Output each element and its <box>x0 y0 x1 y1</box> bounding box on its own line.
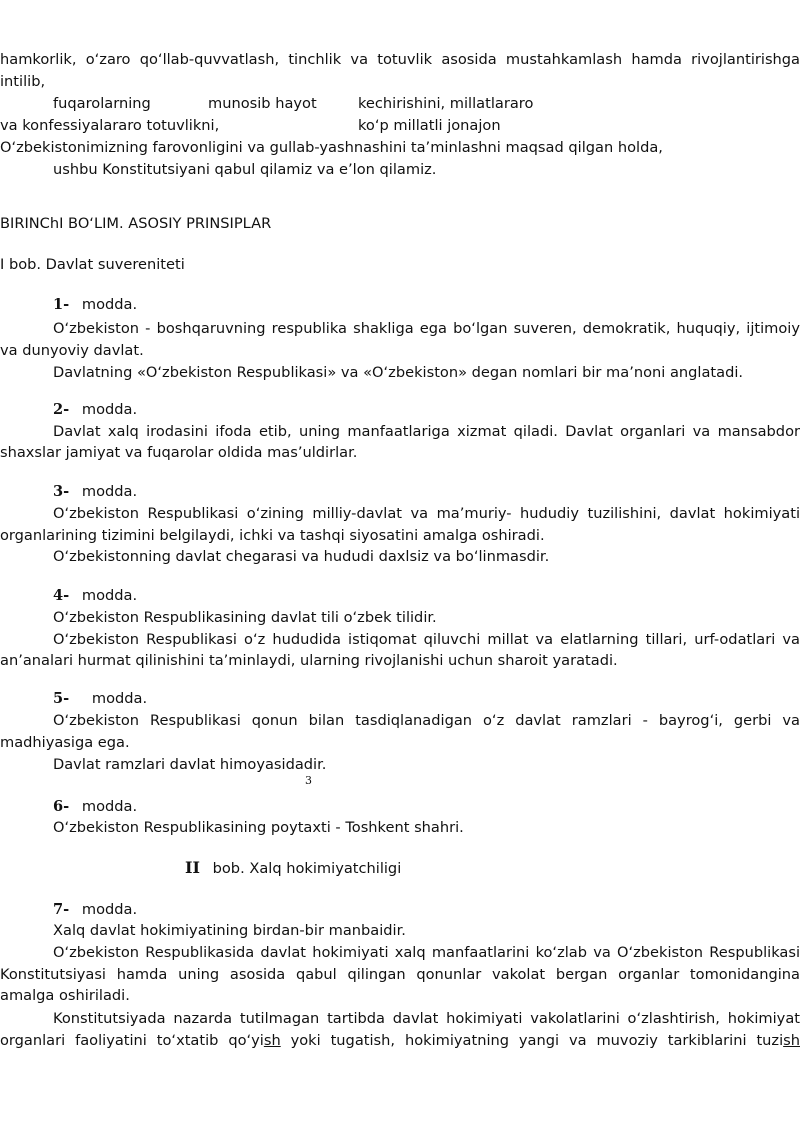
text-segment: organlari faoliyatini to‘xtatib qo‘yi <box>0 1032 264 1049</box>
paragraph-line: hamkorlik, o‘zaro qo‘llab-quvvatlash, tinchlik va totuvlik asosida mustahkamlash hamda rivojlantirishga <box>0 51 800 68</box>
text-segment: va konfessiyalararo totuvlikni, <box>0 117 220 134</box>
article-heading <box>53 798 800 816</box>
article-number: 7- <box>53 901 70 918</box>
paragraph-line: O‘zbekiston Respublikasida davlat hokimiyati xalq manfaatlarini ko‘zlab va O‘zbekiston Respublikasi <box>53 944 800 961</box>
article-number: 5- <box>53 690 70 707</box>
paragraph-line: O‘zbekiston Respublikasining poytaxti - Toshkent shahri. <box>53 819 464 836</box>
paragraph-line: O‘zbekistonimizning farovonligini va gullab-yashnashini ta’minlashni maqsad qilgan holda, <box>0 139 663 156</box>
article-word: modda. <box>81 901 138 918</box>
page-number: 3 <box>305 774 312 787</box>
article-word: modda. <box>91 690 148 707</box>
paragraph-line: va dunyoviy davlat. <box>0 342 144 359</box>
paragraph-line: amalga oshiriladi. <box>0 987 130 1004</box>
part-title: BIRINChI BO‘LIM. ASOSIY PRINSIPLAR <box>0 215 272 232</box>
article-number: 4- <box>53 587 70 604</box>
paragraph-line: Xalq davlat hokimiyatining birdan-bir manbaidir. <box>53 922 406 939</box>
paragraph-line: O‘zbekiston Respublikasi o‘zining milliy-davlat va ma’muriy- hududiy tuzilishini, davlat hokimiyati <box>53 505 800 522</box>
article-number: 1- <box>53 296 70 313</box>
article-number: 3- <box>53 483 70 500</box>
article-number: 2- <box>53 401 70 418</box>
paragraph-line: O‘zbekiston - boshqaruvning respublika shakliga ega bo‘lgan suveren, demokratik, huquqiy, ijtimoiy <box>53 320 800 337</box>
text-segment: fuqarolarning <box>53 95 151 112</box>
article-word: modda. <box>81 401 138 418</box>
paragraph-line: Davlat ramzlari davlat himoyasidadir. <box>53 756 327 773</box>
paragraph-line: O‘zbekiston Respublikasining davlat tili o‘zbek tilidir. <box>53 609 437 626</box>
chapter-title: I bob. Davlat suvereniteti <box>0 256 185 273</box>
chapter-title <box>185 859 401 878</box>
text-segment: kechirishini, millatlararo <box>358 95 534 112</box>
article-word: modda. <box>81 296 138 313</box>
text-segment: yoki tugatish, hokimiyatning yangi va muvoziy tarkiblarini tuzi <box>280 1032 784 1049</box>
paragraph-line: ushbu Konstitutsiyani qabul qilamiz va e’lon qilamiz. <box>53 161 437 178</box>
underlined-text: sh <box>263 1032 281 1049</box>
text-segment: munosib hayot <box>208 95 317 112</box>
paragraph-line: intilib, <box>0 73 46 90</box>
article-heading <box>53 483 800 501</box>
paragraph-line: O‘zbekistonning davlat chegarasi va hududi daxlsiz va bo‘linmasdir. <box>53 548 550 565</box>
article-word: modda. <box>81 483 138 500</box>
paragraph-line: an’analari hurmat qilinishini ta’minlaydi, ularning rivojlanishi uchun sharoit yaratadi. <box>0 652 618 669</box>
article-heading <box>53 296 800 314</box>
paragraph-line: Konstitutsiyada nazarda tutilmagan tartibda davlat hokimiyati vakolatlarini o‘zlashtirish, hokimiyat <box>53 1010 800 1027</box>
article-word: modda. <box>81 587 138 604</box>
paragraph-line: madhiyasiga ega. <box>0 734 130 751</box>
article-heading <box>53 587 800 605</box>
article-heading <box>53 690 800 708</box>
chapter-roman: II <box>185 858 200 877</box>
paragraph-line: Davlat xalq irodasini ifoda etib, uning manfaatlariga xizmat qiladi. Davlat organlari va mansabdor <box>53 423 800 440</box>
article-word: modda. <box>81 798 138 815</box>
text-segment: ko‘p millatli jonajon <box>358 117 501 134</box>
underlined-text: sh <box>783 1032 800 1049</box>
article-number: 6- <box>53 798 70 815</box>
paragraph-line: organlarining tizimini belgilaydi, ichki va tashqi siyosatini amalga oshiradi. <box>0 527 545 544</box>
article-heading <box>53 401 800 419</box>
paragraph-line: O‘zbekiston Respublikasi qonun bilan tasdiqlanadigan o‘z davlat ramzlari - bayrog‘i, gerbi va <box>53 712 800 729</box>
paragraph-line: O‘zbekiston Respublikasi o‘z hududida istiqomat qiluvchi millat va elatlarning tillari, urf-odatlari va <box>53 631 800 648</box>
paragraph-line <box>0 1032 800 1050</box>
paragraph-line: Konstitutsiyasi hamda uning asosida qabul qilingan qonunlar vakolat bergan organlar tomonidangina <box>0 966 800 983</box>
paragraph-line: shaxslar jamiyat va fuqarolar oldida mas’uldirlar. <box>0 444 358 461</box>
article-heading <box>53 901 800 919</box>
paragraph-line: Davlatning «O‘zbekiston Respublikasi» va «O‘zbekiston» degan nomlari bir ma’noni anglatadi. <box>53 364 744 381</box>
chapter-title-text: bob. Xalq hokimiyatchiligi <box>212 860 402 877</box>
